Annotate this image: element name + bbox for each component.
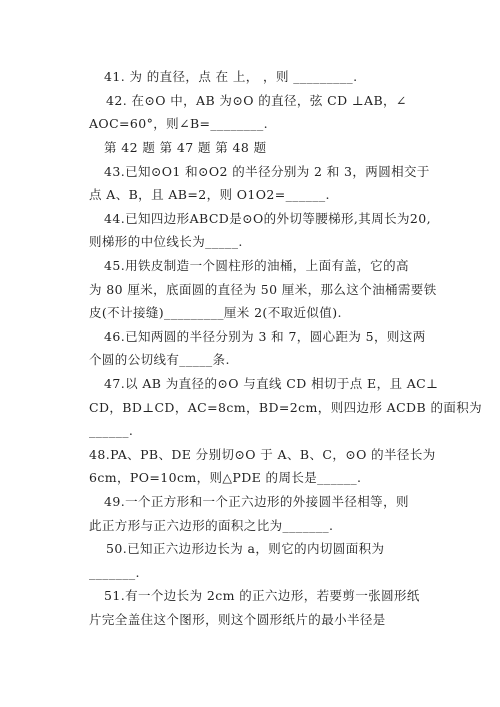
question-45-line-2: 为 80 厘米，底面圆的直径为 50 厘米，那么这个油桶需要铁 [89,282,437,297]
question-51-line-2: 片完全盖住这个图形，则这个圆形纸片的最小半径是 [89,612,386,627]
question-44-line-1: 44.已知四边形ABCD是⊙O的外切等腰梯形,其周长为20, [104,211,431,226]
question-49-line-2: 此正方形与正六边形的面积之比为_______. [89,518,334,533]
question-43-line-1: 43.已知⊙O1 和⊙O2 的半径分别为 2 和 3，两圆相交于 [104,164,430,179]
question-45-line-3: 皮(不计接缝)_________厘米 2(不取近似值). [89,305,342,320]
question-51-line-1: 51.有一个边长为 2cm 的正六边形，若要剪一张圆形纸 [104,588,420,603]
question-43-line-2: 点 A、B，且 AB=2，则 O1O2=______. [89,187,330,202]
question-50-line-2: _______. [89,565,140,580]
question-50-line-1: 50.已知正六边形边长为 a，则它的内切圆面积为 [106,541,385,556]
question-42-line-2: AOC=60°，则∠B=________. [89,116,268,131]
question-45-line-1: 45.用铁皮制造一个圆柱形的油桶，上面有盖，它的高 [104,258,409,273]
question-47-line-2: CD，BD⊥CD，AC=8cm，BD=2cm，则四边形 ACDB 的面积为 [89,400,483,415]
question-46-line-2: 个圆的公切线有_____条. [89,352,230,367]
question-42-line-1: 42. 在⊙O 中，AB 为⊙O 的直径，弦 CD ⊥AB，∠ [106,93,407,108]
question-49-line-1: 49.一个正方形和一个正六边形的外接圆半径相等，则 [104,494,409,509]
question-46-line-1: 46.已知两圆的半径分别为 3 和 7，圆心距为 5，则这两 [104,329,426,344]
question-48-line-1: 48.PA、PB、DE 分别切⊙O 于 A、B、C，⊙O 的半径长为 [89,447,436,462]
question-48-line-2: 6cm，PO=10cm，则△PDE 的周长是______. [89,470,362,485]
figure-caption: 第 42 题 第 47 题 第 48 题 [104,140,267,155]
question-41: 41. 为 的直径，点 在 上， ，则 _________. [104,69,358,84]
question-47-line-3: ______. [89,423,134,438]
question-44-line-2: 则梯形的中位线长为_____. [89,234,243,249]
question-47-line-1: 47.以 AB 为直径的⊙O 与直线 CD 相切于点 E，且 AC⊥ [104,376,439,391]
